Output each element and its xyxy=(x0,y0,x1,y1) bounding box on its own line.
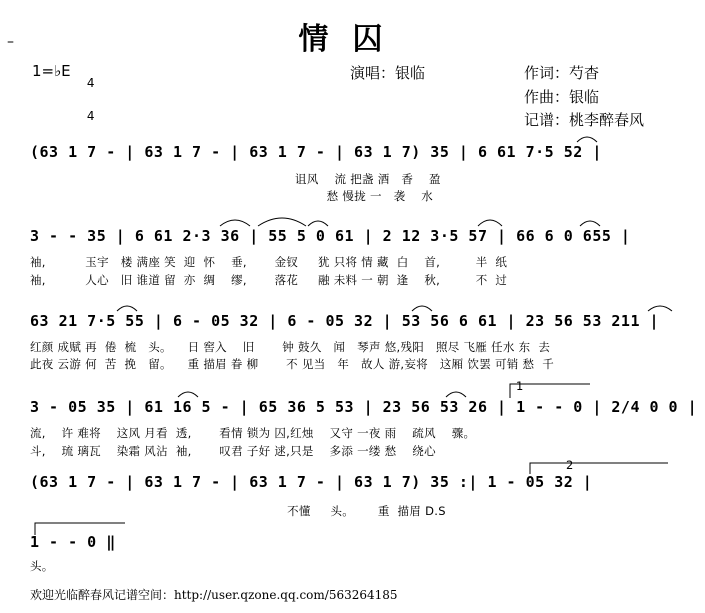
system-1-lyrics-2: 愁 慢拢 一 袭 水 xyxy=(30,189,434,203)
page-margin-dash: – xyxy=(7,34,14,50)
slur xyxy=(220,220,250,226)
singer-credit: 演唱：银临 xyxy=(350,64,426,82)
system-2-lyrics-2: 袖, 人心 旧 谁道 留 亦 绸 缪, 落花 融 未料 一 朝 逢 秋, 不 过 xyxy=(30,273,508,287)
slur xyxy=(308,221,328,226)
slur xyxy=(117,306,137,311)
time-signature-bottom: 4 xyxy=(86,109,95,123)
system-4-lyrics-1: 流, 许 难将 这风 月看 透, 看情 锁为 囚,红烛 又守 一夜 雨 疏风 骤。 xyxy=(30,426,476,440)
system-6-notes: 1 - - 0 ‖ xyxy=(30,533,116,551)
system-2-lyrics-1: 袖, 玉宇 楼 满座 笑 迎 怀 垂, 金钗 犹 只将 情 藏 白 首, 半 纸 xyxy=(30,255,508,269)
system-3-lyrics-1: 红颜 成赋 再 倦 梳 头。 日 窖入 旧 钟 鼓久 闻 琴声 悠,残阳 照尽 飞雁 任水 东 去 xyxy=(30,340,551,354)
volta-second-bracket xyxy=(530,463,668,474)
key-signature: 1=♭E xyxy=(32,62,71,80)
system-2-notes: 3 - - 35 | 6 61 2·3 36 | 55 5 0 61 | 2 12 3·5 57 | 66 6 0 655 | xyxy=(30,227,631,245)
slur xyxy=(577,137,597,142)
volta-first-bracket xyxy=(510,384,590,398)
volta-first-label: 1 xyxy=(516,379,524,393)
system-1-lyrics-1: 诅风 流 把盏 酒 香 盈 xyxy=(30,172,441,186)
slur xyxy=(178,392,198,397)
composer-credit: 作曲：银临 xyxy=(524,88,600,106)
system-1-notes: (63 1 7 - | 63 1 7 - | 63 1 7 - | 63 1 7) 35 | 6 61 7·5 52 | xyxy=(30,143,602,161)
slur xyxy=(258,218,306,226)
system-6-lyrics-1: 头。 xyxy=(30,559,54,573)
transcriber-credit: 记谱：桃李醉春风 xyxy=(524,111,645,129)
slur xyxy=(580,221,600,226)
system-3-notes: 63 21 7·5 55 | 6 - 05 32 | 6 - 05 32 | 53 56 6 61 | 23 56 53 211 | xyxy=(30,312,660,330)
system-4-lyrics-2: 斗, 琉 璃瓦 染霜 风沾 袖, 叹君 子好 逑,只是 多添 一缕 愁 绕心 xyxy=(30,444,436,458)
slur xyxy=(648,306,672,311)
slur xyxy=(446,392,466,397)
volta-second-label: 2 xyxy=(566,458,574,472)
system-5-notes: (63 1 7 - | 63 1 7 - | 63 1 7 - | 63 1 7) 35 :| 1 - 05 32 | xyxy=(30,473,593,491)
slur xyxy=(412,306,432,311)
system-5-lyrics-1: 不懂 头。 重 描眉 D.S xyxy=(30,504,446,518)
system-3-lyrics-2: 此夜 云游 何 苦 挽 留。 重 描眉 眷 柳 不 见当 年 故人 游,妄将 这厢 饮罢 可销 愁 千 xyxy=(30,357,555,371)
volta-second-bracket-continued xyxy=(35,523,125,535)
lyricist-credit: 作词：芍杳 xyxy=(524,64,600,82)
system-4-notes: 3 - 05 35 | 61 16 5 - | 65 36 5 53 | 23 56 53 26 | 1 - - 0 | 2/4 0 0 | xyxy=(30,398,698,416)
song-title: 情囚 xyxy=(298,22,407,57)
time-signature-top: 4 xyxy=(86,76,95,90)
footer-credit: 欢迎光临醉春风记谱空间：http://user.qzone.qq.com/563264185 xyxy=(30,588,398,602)
slur xyxy=(478,220,502,226)
